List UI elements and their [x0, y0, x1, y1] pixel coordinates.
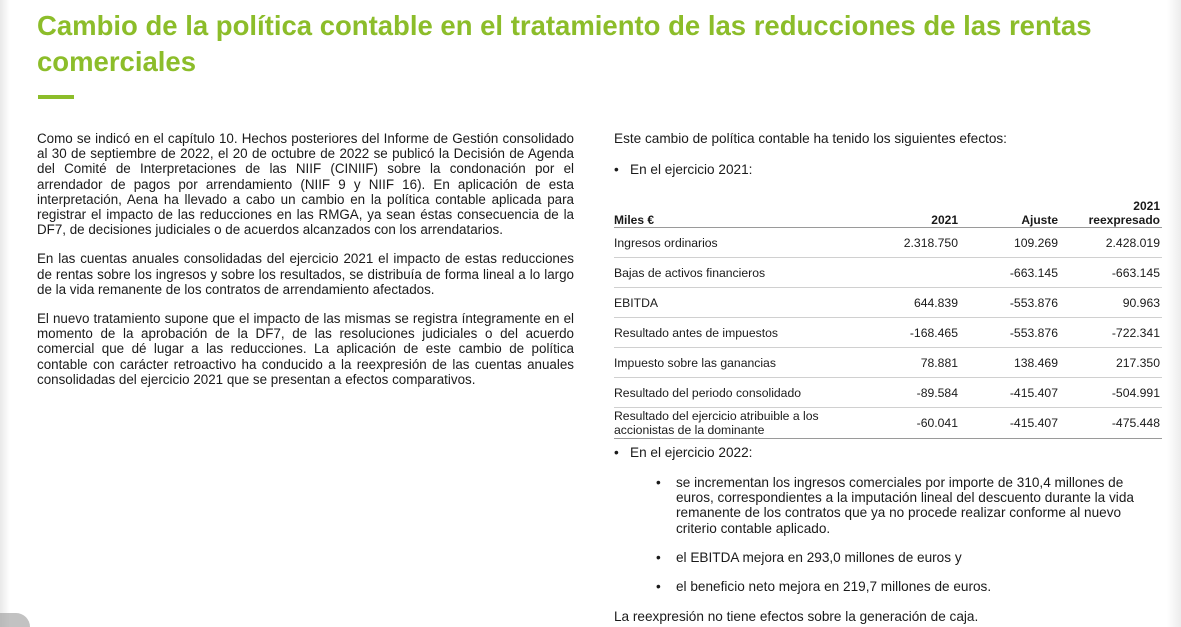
cell-reexpresado: -722.341 [1060, 318, 1162, 348]
row-label: Bajas de activos financieros [614, 258, 824, 288]
header-ajuste: Ajuste [960, 195, 1060, 228]
cell-reexpresado: -475.448 [1060, 408, 1162, 439]
page-shadow-left [0, 0, 10, 627]
list-item-text: se incrementan los ingresos comerciales por importe de 310,4 millones de euros, correspondientes a la imputación lineal del descuento durante la vida remanente de los contratos que ya no procede realizar conforme al nuevo criterio contable aplicado. [676, 475, 1134, 536]
list-item-text: el beneficio neto mejora en 219,7 millones de euros. [676, 579, 992, 594]
table-row [614, 288, 1162, 318]
paragraph-1: Como se indicó en el capítulo 10. Hechos posteriores del Informe de Gestión consolidado al 30 de septiembre de 2022, el 20 de octubre de 2022 se publicó la Decisión de Agenda del Comité de Interpretaciones de las NIIF (CINIIF) sobre la condonación por el arrendador de pagos por arrendamiento (NIIF 9 y NIIF 16). En aplicación de esta interpretación, Aena ha llevado a cabo un cambio en la política contable aplicada para registrar el impacto de las reducciones en las RMGA, ya sean éstas consecuencia de la DF7, de decisiones judiciales o de acuerdos alcanzados con los arrendatarios. [37, 131, 574, 238]
bullet-2022 [614, 445, 752, 460]
list-item [656, 550, 1156, 565]
title-underline [38, 95, 74, 99]
bullet-2021 [614, 162, 752, 177]
page-shadow-right [1167, 0, 1181, 627]
bullet-dot: • [656, 550, 661, 565]
bullet-dot: • [656, 579, 661, 594]
table-row [614, 258, 1162, 288]
cell-ajuste: 138.469 [960, 348, 1060, 378]
table-header-row [614, 195, 1162, 228]
cell-ajuste: -553.876 [960, 288, 1060, 318]
cell-2021 [824, 258, 960, 288]
row-label: Ingresos ordinarios [614, 228, 824, 258]
table-row [614, 228, 1162, 258]
paragraph-3: El nuevo tratamiento supone que el impacto de las mismas se registra íntegramente en el momento de la aprobación de la DF7, de las resoluciones judiciales o del acuerdo comercial que dé lugar a las reducciones. La aplicación de este cambio de política contable con carácter retroactivo ha conducido a la reexpresión de las cuentas anuales consolidadas del ejercicio 2021 que se presentan a efectos comparativos. [37, 311, 574, 387]
cell-ajuste: -415.407 [960, 408, 1060, 439]
paragraph-2: En las cuentas anuales consolidadas del ejercicio 2021 el impacto de estas reducciones de rentas sobre los ingresos y sobre los resultados, se distribuía de forma lineal a lo largo de la vida remanente de los contratos de arrendamiento afectados. [37, 251, 574, 297]
cell-reexpresado: 90.963 [1060, 288, 1162, 318]
table-row [614, 378, 1162, 408]
cell-2021: -89.584 [824, 378, 960, 408]
cell-2021: -60.041 [824, 408, 960, 439]
bullet-dot: • [614, 445, 619, 460]
cell-ajuste: 109.269 [960, 228, 1060, 258]
table-row [614, 348, 1162, 378]
bullet-dot: • [614, 162, 619, 177]
table-row [614, 408, 1162, 439]
header-2021: 2021 [824, 195, 960, 228]
row-label-line2: accionistas de la dominante [614, 423, 765, 437]
effects-intro: Este cambio de política contable ha tenido los siguientes efectos: [614, 131, 1007, 146]
left-column [37, 131, 574, 401]
cell-reexpresado: 217.350 [1060, 348, 1162, 378]
cell-2021: -168.465 [824, 318, 960, 348]
cell-ajuste: -553.876 [960, 318, 1060, 348]
table-row [614, 318, 1162, 348]
row-label: Impuesto sobre las ganancias [614, 348, 824, 378]
row-label: Resultado del periodo consolidado [614, 378, 824, 408]
page-corner-mark [0, 613, 30, 627]
restatement-table [614, 195, 1162, 439]
row-label [614, 408, 824, 439]
cell-2021: 644.839 [824, 288, 960, 318]
page-title: Cambio de la política contable en el tratamiento de las reducciones de las rentas comerciales [37, 10, 1092, 77]
cell-2021: 78.881 [824, 348, 960, 378]
cell-reexpresado: -663.145 [1060, 258, 1162, 288]
header-reexpresado: reexpresado [1088, 213, 1160, 227]
cell-reexpresado: 2.428.019 [1060, 228, 1162, 258]
bullet-2021-label: En el ejercicio 2021: [630, 162, 753, 177]
bullet-2022-label: En el ejercicio 2022: [630, 445, 753, 460]
header-2021-reexpresado [1060, 195, 1162, 228]
list-item-text: el EBITDA mejora en 293,0 millones de euros y [676, 550, 962, 565]
header-2021b: 2021 [1133, 199, 1160, 213]
row-label: EBITDA [614, 288, 824, 318]
list-item [656, 475, 1156, 536]
cell-2021: 2.318.750 [824, 228, 960, 258]
header-miles: Miles € [614, 195, 824, 228]
row-label: Resultado antes de impuestos [614, 318, 824, 348]
list-item [656, 579, 1156, 594]
bullet-dot: • [656, 475, 661, 490]
row-label-line1: Resultado del ejercicio atribuible a los [614, 409, 819, 423]
cell-ajuste: -415.407 [960, 378, 1060, 408]
cell-ajuste: -663.145 [960, 258, 1060, 288]
cell-reexpresado: -504.991 [1060, 378, 1162, 408]
closing-note: La reexpresión no tiene efectos sobre la generación de caja. [614, 609, 979, 624]
